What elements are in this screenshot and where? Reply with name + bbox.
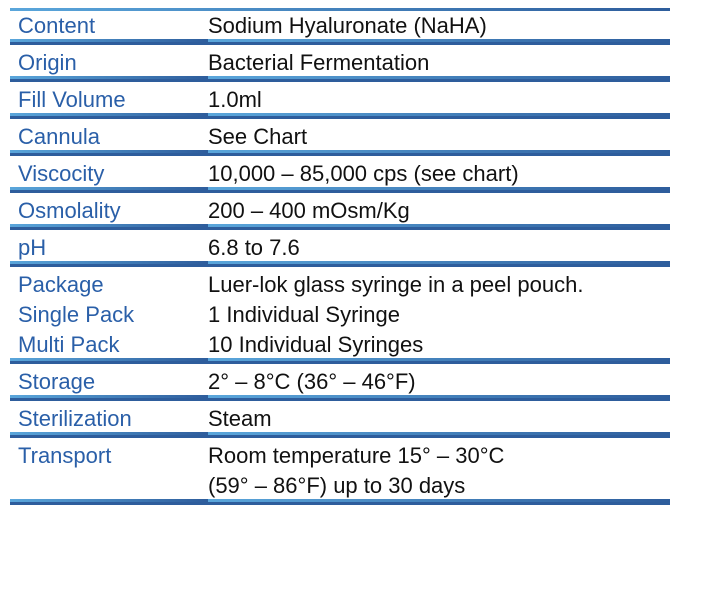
table-row	[10, 118, 670, 155]
table-row	[10, 437, 670, 504]
row-label-cell	[10, 266, 208, 363]
row-value-cell	[208, 229, 670, 266]
row-value-cell	[208, 8, 670, 44]
row-label: Package	[18, 272, 104, 297]
row-label: Content	[18, 13, 96, 38]
row-value: 2° – 8°C (36° – 46°F)	[208, 369, 416, 394]
row-label: Transport	[18, 443, 112, 468]
row-label-cell	[10, 437, 208, 504]
row-label: Osmolality	[18, 198, 121, 223]
row-value-cell	[208, 266, 670, 363]
row-value-cell	[208, 363, 670, 400]
row-value: 1.0ml	[208, 87, 262, 112]
row-label-cell	[10, 8, 208, 44]
table-row	[10, 266, 670, 363]
row-label-cell	[10, 229, 208, 266]
row-value: 10,000 – 85,000 cps (see chart)	[208, 161, 519, 186]
row-value: See Chart	[208, 124, 308, 149]
row-label: Origin	[18, 50, 77, 75]
row-label: Viscocity	[18, 161, 105, 186]
row-value: Room temperature 15° – 30°C	[208, 443, 505, 468]
row-value: 6.8 to 7.6	[208, 235, 300, 260]
row-label: Fill Volume	[18, 87, 126, 112]
row-value-cell	[208, 437, 670, 504]
table-row	[10, 8, 670, 44]
table-row	[10, 192, 670, 229]
row-value-cell	[208, 118, 670, 155]
row-label-cell	[10, 44, 208, 81]
row-label-cell	[10, 81, 208, 118]
row-label: Sterilization	[18, 406, 132, 431]
table-row	[10, 44, 670, 81]
row-value: Sodium Hyaluronate (NaHA)	[208, 13, 487, 38]
row-label: Cannula	[18, 124, 100, 149]
specification-table-body	[10, 8, 670, 504]
row-value: 1 Individual Syringe	[208, 302, 401, 327]
table-row	[10, 155, 670, 192]
row-label-cell	[10, 192, 208, 229]
row-value-cell	[208, 81, 670, 118]
table-row	[10, 81, 670, 118]
row-value: Steam	[208, 406, 272, 431]
row-value: 10 Individual Syringes	[208, 332, 424, 357]
row-label-cell	[10, 400, 208, 437]
specification-table	[10, 8, 670, 505]
row-label: pH	[18, 235, 47, 260]
row-value-cell	[208, 155, 670, 192]
table-row	[10, 400, 670, 437]
row-label: Single Pack	[18, 302, 135, 327]
row-label-cell	[10, 363, 208, 400]
table-row	[10, 229, 670, 266]
row-value: 200 – 400 mOsm/Kg	[208, 198, 410, 223]
table-row	[10, 363, 670, 400]
row-value-cell	[208, 44, 670, 81]
row-label-cell	[10, 155, 208, 192]
row-value: Bacterial Fermentation	[208, 50, 430, 75]
row-value-cell	[208, 400, 670, 437]
row-value: Luer-lok glass syringe in a peel pouch.	[208, 272, 584, 297]
row-label: Storage	[18, 369, 96, 394]
row-value: (59° – 86°F) up to 30 days	[208, 473, 466, 498]
row-value-cell	[208, 192, 670, 229]
row-label: Multi Pack	[18, 332, 120, 357]
row-label-cell	[10, 118, 208, 155]
